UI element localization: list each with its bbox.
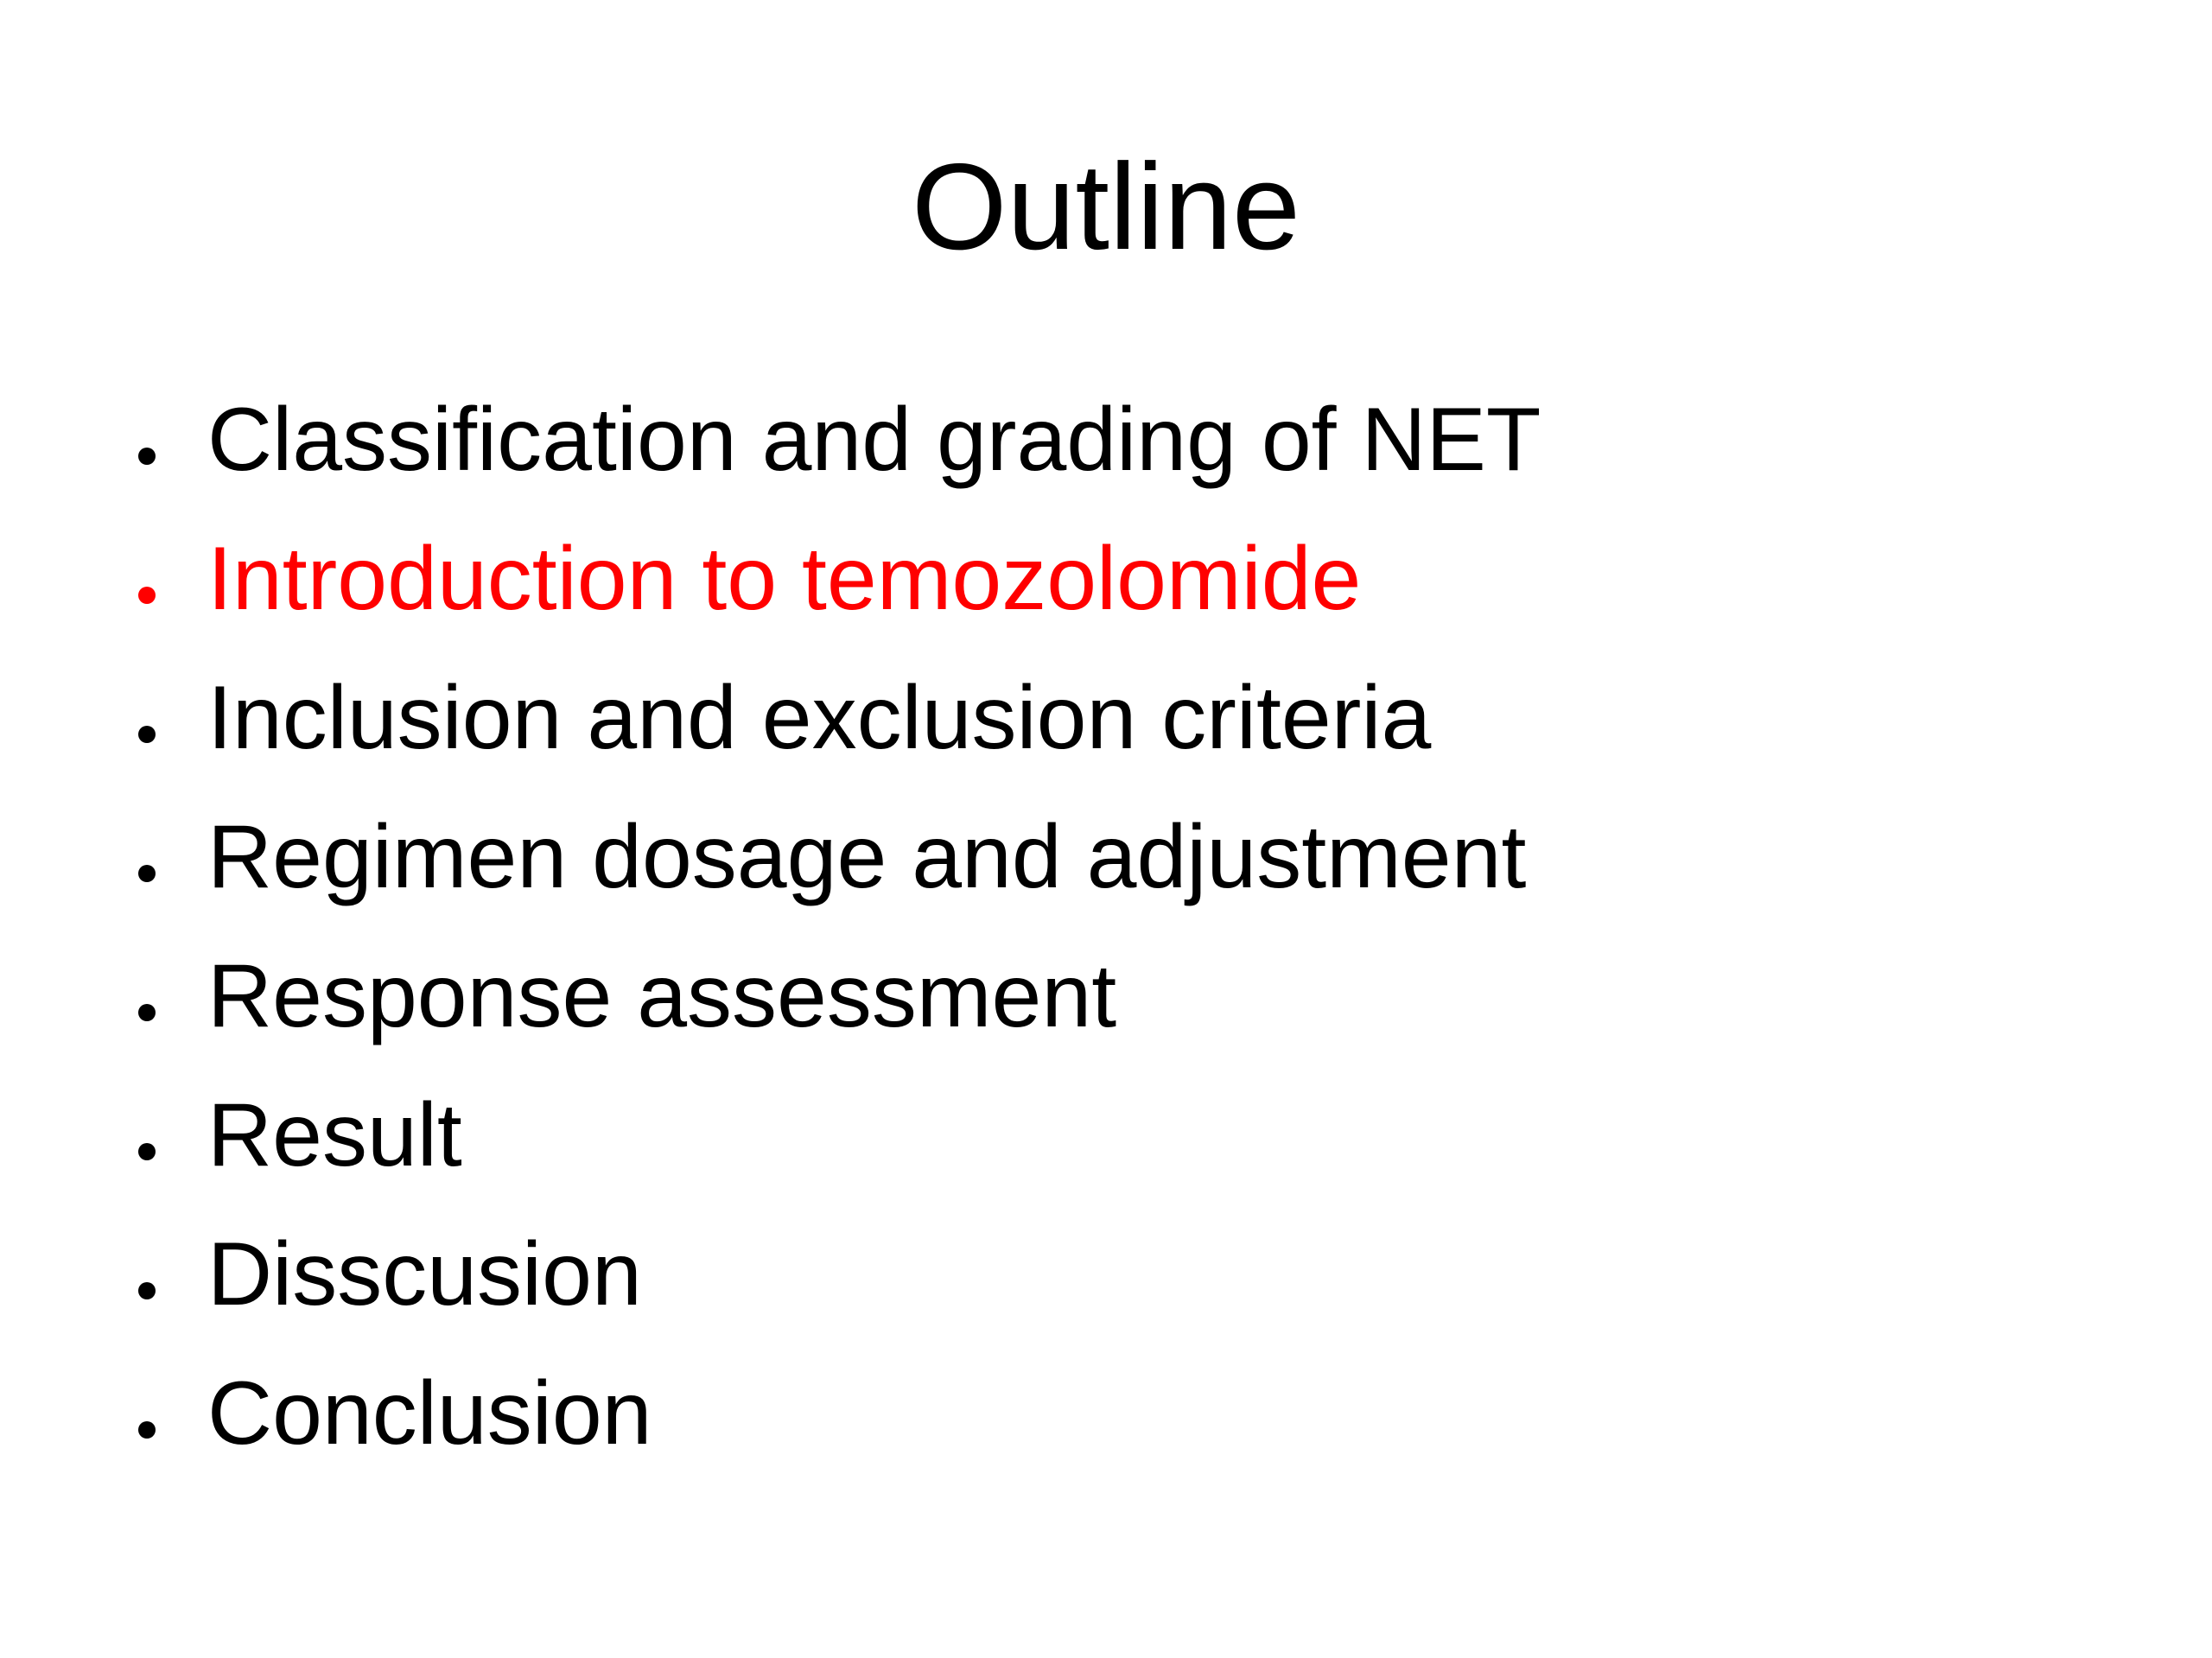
- bullet-icon: [138, 1421, 156, 1439]
- outline-item-label: Disscusion: [207, 1224, 642, 1324]
- outline-item-temozolomide: [121, 518, 2022, 657]
- outline-item-label: Regimen dosage and adjustment: [207, 807, 1527, 907]
- slide-title: Outline: [912, 138, 1300, 276]
- bullet-icon: [138, 1004, 156, 1021]
- bullet-icon: [138, 587, 156, 604]
- outline-item-regimen: [121, 796, 2022, 935]
- outline-item-label: Result: [207, 1085, 462, 1185]
- bullet-icon: [138, 865, 156, 882]
- outline-item-label: Response assessment: [207, 946, 1117, 1046]
- bullet-icon: [138, 1282, 156, 1299]
- outline-item-label: Classification and grading of NET: [207, 390, 1541, 490]
- outline-item-conclusion: [121, 1352, 2022, 1491]
- outline-item-label: Inclusion and exclusion criteria: [207, 668, 1432, 768]
- outline-item-label: Introduction to temozolomide: [207, 529, 1362, 629]
- outline-list: [121, 378, 2022, 1491]
- outline-item-classification: [121, 378, 2022, 518]
- bullet-icon: [138, 726, 156, 743]
- bullet-icon: [138, 1143, 156, 1160]
- outline-item-label: Conclusion: [207, 1363, 652, 1464]
- outline-item-criteria: [121, 657, 2022, 796]
- bullet-icon: [138, 448, 156, 465]
- outline-item-response: [121, 935, 2022, 1074]
- outline-item-result: [121, 1074, 2022, 1213]
- outline-item-discussion: [121, 1213, 2022, 1352]
